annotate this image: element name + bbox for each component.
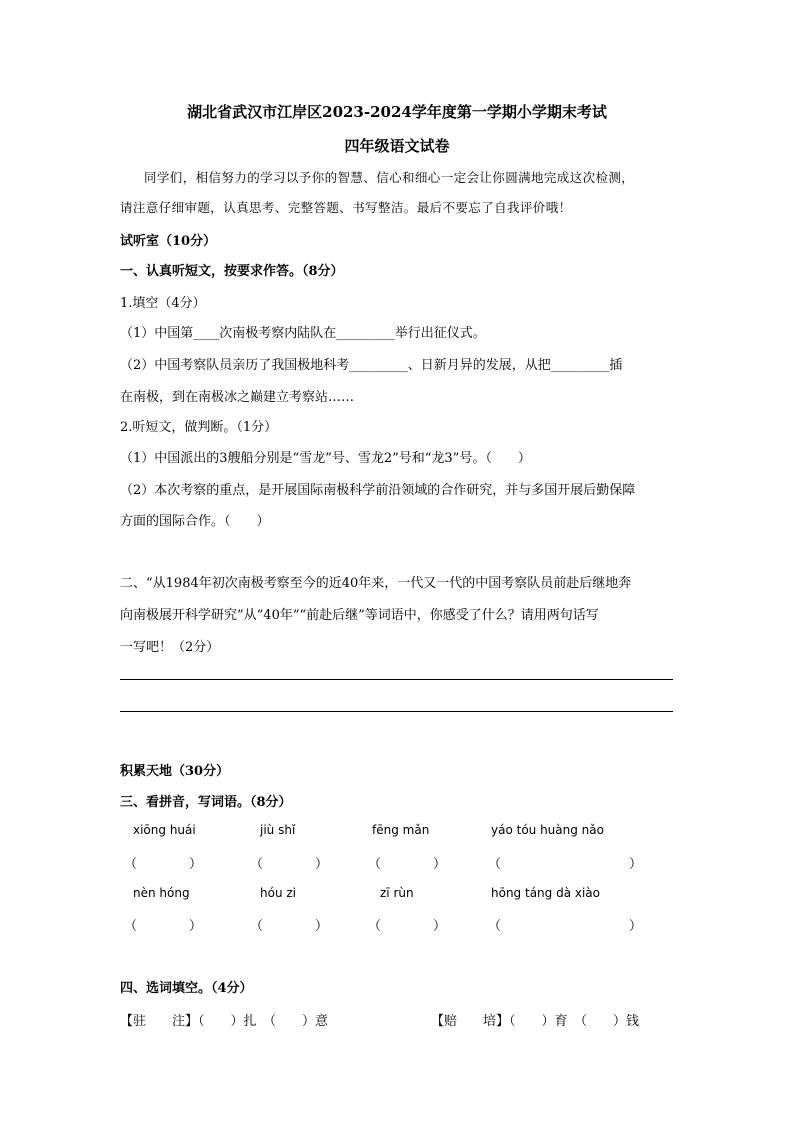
q2-item-1: （1）中国派出的3艘船分别是“雪龙”号、雪龙2”号和“龙3”号。（ ）	[120, 451, 531, 466]
answer-line-2[interactable]	[120, 711, 673, 712]
q2-item-2-line-2: 方面的国际合作。（ ）	[120, 514, 270, 529]
pinyin-1: xiōng huái	[133, 823, 196, 837]
answer-box-8[interactable]: （ ）	[488, 919, 643, 934]
intro-line-2: 请注意仔细审题，认真思考、完整答题、书写整洁。最后不要忘了自我评价哦！	[120, 200, 572, 215]
part1-heading: 一、认真听短文，按要求作答。（8分）	[120, 264, 344, 279]
q1-item-1: （1）中国第____次南极考察内陆队在_________举行出征仪式。	[120, 326, 486, 341]
q1-heading: 1.填空（4分）	[120, 296, 206, 311]
pinyin-2: jiù shǐ	[260, 823, 296, 837]
pinyin-5: nèn hóng	[133, 886, 190, 900]
exam-subtitle: 四年级语文试卷	[344, 137, 450, 155]
part3-heading: 三、看拼音，写词语。（8分）	[120, 795, 292, 810]
answer-box-2[interactable]: （ ）	[250, 857, 329, 872]
part2-line-2: 向南极展开科学研究”从“40年”“前赴后继”等词语中，你感受了什么？请用两句话写	[120, 608, 599, 623]
pinyin-3: fēng mǎn	[372, 823, 430, 837]
section-accumulation-heading: 积累天地（30分）	[120, 764, 230, 779]
q1-item-2-line-1: （2）中国考察队员亲历了我国极地科考_________、日新月异的发展，从把_________插	[120, 358, 623, 373]
answer-box-5[interactable]: （ ）	[124, 919, 203, 934]
answer-box-6[interactable]: （ ）	[250, 919, 329, 934]
q1-item-2-line-2: 在南极，到在南极冰之巅建立考察站……	[120, 390, 355, 405]
word-choice-group-2: 【赔 培】（ ）育 （ ）钱	[431, 1014, 640, 1029]
answer-line-1[interactable]	[120, 679, 673, 680]
answer-box-3[interactable]: （ ）	[368, 857, 447, 872]
section-listening-heading: 试听室（10分）	[120, 234, 217, 249]
part2-line-3: 一写吧！（2分）	[120, 640, 220, 655]
q2-item-2-line-1: （2）本次考察的重点，是开展国际南极科学前沿领域的合作研究，并与多国开展后勤保障	[120, 483, 636, 498]
pinyin-8: hōng táng dà xiào	[491, 886, 600, 900]
intro-line-1: 同学们，相信努力的学习以予你的智慧、信心和细心一定会让你圆满地完成这次检测，	[144, 170, 635, 185]
answer-box-4[interactable]: （ ）	[488, 857, 643, 872]
pinyin-4: yáo tóu huàng nǎo	[491, 823, 604, 837]
pinyin-6: hóu zi	[260, 886, 296, 900]
q2-heading: 2.听短文，做判断。（1分）	[120, 420, 278, 435]
exam-title: 湖北省武汉市江岸区2023-2024学年度第一学期小学期末考试	[187, 103, 607, 121]
pinyin-7: zī rùn	[380, 886, 414, 900]
part4-heading: 四、选词填空。（4分）	[120, 981, 253, 996]
answer-box-7[interactable]: （ ）	[368, 919, 447, 934]
answer-box-1[interactable]: （ ）	[124, 857, 203, 872]
part2-line-1: 二、“从1984年初次南极考察至今的近40年来，一代又一代的中国考察队员前赴后继地奔	[120, 576, 632, 591]
word-choice-group-1: 【驻 注】（ ）扎 （ ）意	[120, 1014, 329, 1029]
